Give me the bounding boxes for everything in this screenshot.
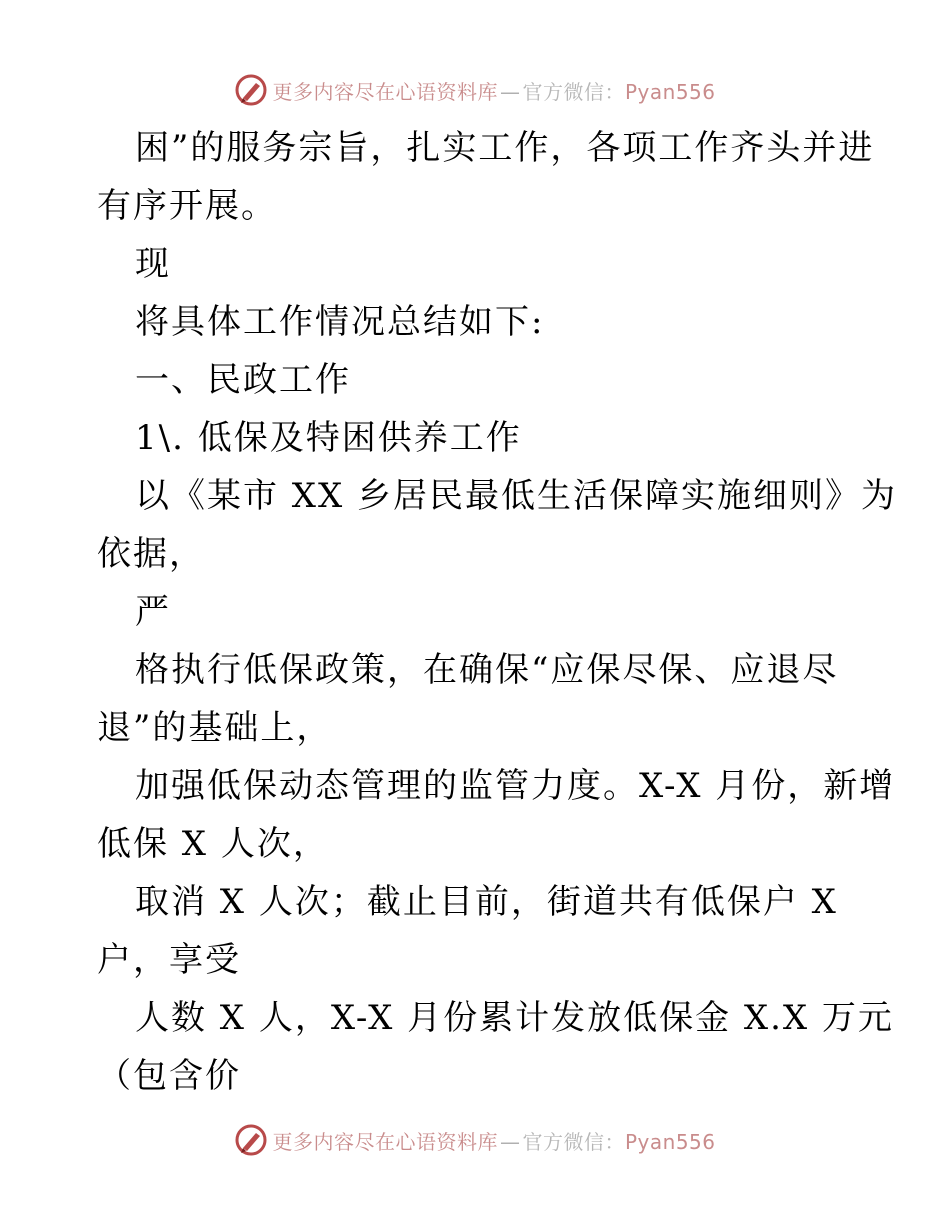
- text-line: 人数 X 人，X-X 月份累计发放低保金 X.X 万元: [135, 998, 894, 1038]
- text-line: 退”的基础上，: [97, 708, 333, 748]
- text-line: 户，享受: [97, 940, 241, 980]
- pen-logo-icon: [234, 1123, 268, 1157]
- text-line: 有序开展。: [97, 186, 277, 226]
- text-line: 困”的服务宗旨，扎实工作，各项工作齐头并进: [135, 128, 875, 168]
- pen-logo-icon: [234, 73, 268, 107]
- watermark-text: 更多内容尽在心语资料库 — 官方微信：Pyan556: [272, 79, 716, 104]
- text-line: 现: [135, 244, 171, 284]
- text-line: 格执行低保政策，在确保“应保尽保、应退尽: [135, 650, 839, 690]
- text-line: 加强低保动态管理的监管力度。X-X 月份，新增: [135, 766, 896, 806]
- header-watermark: [0, 70, 950, 110]
- text-line: （包含价: [97, 1056, 241, 1096]
- footer-watermark: [0, 1120, 950, 1160]
- watermark-text: 更多内容尽在心语资料库 — 官方微信：Pyan556: [272, 1129, 716, 1154]
- text-line: 将具体工作情况总结如下:: [135, 302, 545, 342]
- text-line: 以《某市 XX 乡居民最低生活保障实施细则》为: [135, 476, 898, 516]
- text-line: 依据，: [97, 534, 205, 574]
- text-line: 低保 X 人次，: [97, 824, 329, 864]
- subsection-heading: 1\. 低保及特困供养工作: [135, 418, 522, 458]
- text-line: 严: [135, 592, 171, 632]
- section-heading: 一、民政工作: [135, 360, 351, 400]
- text-line: 取消 X 人次；截止目前，街道共有低保户 X: [135, 882, 838, 922]
